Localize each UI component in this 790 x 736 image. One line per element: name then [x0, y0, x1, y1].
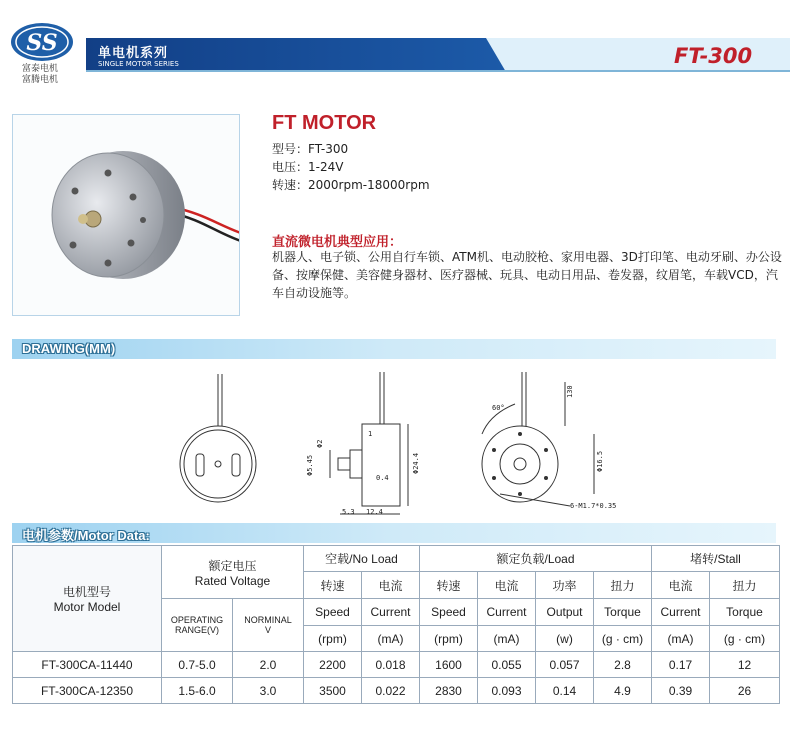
dim-screw-thread: 6-M1.7*0.35: [570, 502, 617, 510]
series-title-cn: 单电机系列: [98, 46, 169, 61]
cell: 0.17: [652, 652, 710, 678]
data-section-title: 电机参数/Motor Data:: [22, 528, 150, 543]
col-en: Output: [536, 599, 594, 626]
model-header: [13, 546, 162, 652]
company-name-2: 富腾电机: [22, 75, 59, 85]
col-unit: (rpm): [420, 626, 478, 652]
col-cn: 转速: [304, 572, 362, 599]
cell: 2.0: [233, 652, 304, 678]
cell: 0.057: [536, 652, 594, 678]
series-title-en: SINGLE MOTOR SERIES: [98, 60, 179, 68]
col-cn: 功率: [536, 572, 594, 599]
cell: 0.093: [478, 678, 536, 704]
col-cn: 电流: [652, 572, 710, 599]
operating-range-header: [162, 599, 233, 652]
voltage-header-cn: 额定电压: [208, 558, 257, 573]
cell: FT-300CA-12350: [13, 678, 162, 704]
nominal-line-2: V: [264, 625, 271, 635]
cell: 0.018: [362, 652, 420, 678]
dim-12-4: 12.4: [366, 508, 383, 516]
cell: 1600: [420, 652, 478, 678]
cell: 26: [710, 678, 780, 704]
drawing-section-bar: [12, 339, 776, 359]
cell: 12: [710, 652, 780, 678]
dim-screw-circle: Φ16.5: [596, 450, 604, 472]
col-en: Current: [478, 599, 536, 626]
cell: 4.9: [594, 678, 652, 704]
company-name-1: 富泰电机: [22, 64, 59, 74]
table-row: [13, 678, 780, 704]
dim-0-4: 0.4: [376, 474, 389, 482]
cell: 0.39: [652, 678, 710, 704]
applications-title: 直流微电机典型应用：: [272, 235, 403, 250]
cell: 2.8: [594, 652, 652, 678]
col-cn: 扭力: [594, 572, 652, 599]
col-en: Torque: [594, 599, 652, 626]
table-row: [13, 652, 780, 678]
noload-header: 空载/No Load: [304, 546, 420, 572]
voltage-header-en: Rated Voltage: [194, 573, 271, 588]
col-en: Current: [362, 599, 420, 626]
operating-line-1: OPERATING: [170, 615, 224, 625]
col-cn: 扭力: [710, 572, 780, 599]
cell: 2200: [304, 652, 362, 678]
cell: 3500: [304, 678, 362, 704]
col-unit: (mA): [478, 626, 536, 652]
voltage-header: [162, 546, 304, 599]
technical-drawing: [170, 364, 630, 524]
col-en: Speed: [420, 599, 478, 626]
applications-text: 机器人、电子锁、公用自行车锁、ATM机、电动胶枪、家用电器、3D打印笔、电动牙刷、办公设备、按摩保健、美容健身器材、医疗器械、玩具、电动日用品、卷发器，纹眉笔，车载VCD，汽车自动设施等。: [272, 250, 782, 300]
spec-model: 型号：FT-300: [272, 142, 349, 156]
col-cn: 电流: [478, 572, 536, 599]
col-en: Speed: [304, 599, 362, 626]
dim-shaft-dia: Φ5.45: [306, 454, 314, 476]
spec-speed: 转速：2000rpm-18000rpm: [272, 178, 430, 192]
nominal-header: [233, 599, 304, 652]
cell: 1.5-6.0: [162, 678, 233, 704]
dim-lead-length: 130: [566, 385, 574, 398]
cell: 0.14: [536, 678, 594, 704]
col-unit: (w): [536, 626, 594, 652]
col-en: Torque: [710, 599, 780, 626]
col-en: Current: [652, 599, 710, 626]
cell: 0.055: [478, 652, 536, 678]
col-cn: 转速: [420, 572, 478, 599]
col-unit: (rpm): [304, 626, 362, 652]
cell: 0.022: [362, 678, 420, 704]
col-unit: (mA): [652, 626, 710, 652]
nominal-line-1: NORMINAL: [244, 615, 292, 625]
dim-angle: 60°: [492, 404, 505, 412]
model-header-cn: 电机型号: [62, 585, 111, 599]
stall-header: 堵转/Stall: [652, 546, 780, 572]
col-unit: (g · cm): [710, 626, 780, 652]
cell: FT-300CA-11440: [13, 652, 162, 678]
company-logo: [10, 22, 74, 62]
product-title: FT MOTOR: [272, 112, 377, 134]
spec-voltage: 电压：1-24V: [272, 160, 344, 174]
load-header: 额定负载/Load: [420, 546, 652, 572]
col-cn: 电流: [362, 572, 420, 599]
dim-body-dia: Φ24.4: [412, 452, 420, 474]
dim-1: 1: [368, 430, 373, 438]
operating-line-2: RANGE(V): [174, 625, 219, 635]
motor-photo: [12, 114, 240, 316]
cell: 3.0: [233, 678, 304, 704]
model-header-en: Motor Model: [53, 600, 121, 614]
dim-5-3: 5.3: [342, 508, 355, 516]
drawing-section-title: DRAWING(MM): [22, 341, 116, 356]
col-unit: (mA): [362, 626, 420, 652]
model-badge: FT-300: [674, 44, 753, 68]
company-names: [22, 64, 58, 86]
dim-hub-dia: Φ2: [316, 439, 324, 448]
cell: 0.7-5.0: [162, 652, 233, 678]
logo-text: SS: [26, 30, 58, 56]
motor-data-table: [12, 545, 780, 704]
cell: 2830: [420, 678, 478, 704]
col-unit: (g · cm): [594, 626, 652, 652]
